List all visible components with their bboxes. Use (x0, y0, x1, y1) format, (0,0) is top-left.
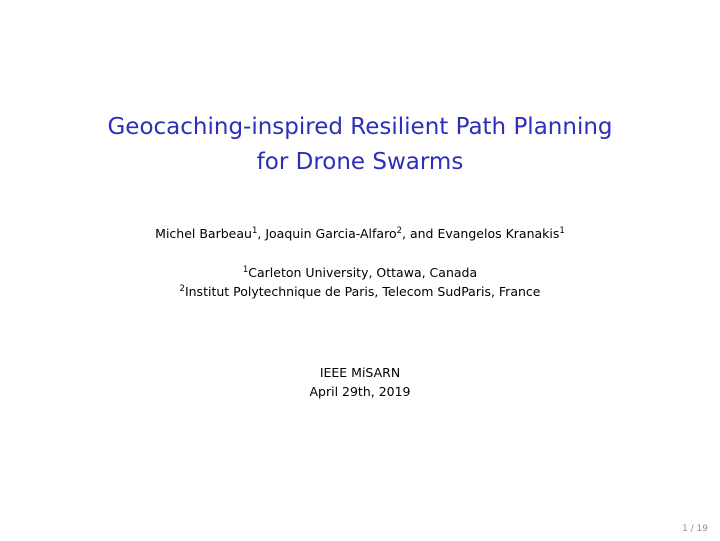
author-affiliation-mark: 1 (251, 226, 258, 236)
page-number: 1 / 19 (682, 524, 708, 534)
title-line-2: for Drone Swarms (256, 149, 464, 175)
title-line-1: Geocaching-inspired Resilient Path Planning (107, 114, 613, 140)
author-affiliation-mark: 1 (559, 226, 565, 236)
author-name: Evangelos Kranakis (437, 226, 560, 241)
author-name: Joaquin Garcia-Alfaro (265, 226, 397, 241)
affiliation-mark: 1 (242, 265, 249, 275)
affiliation-item (0, 263, 720, 282)
affiliation-text: Institut Polytechnique de Paris, Telecom SudParis, France (184, 284, 541, 299)
affiliation-list (0, 263, 720, 301)
event-date: April 29th, 2019 (309, 384, 411, 399)
author-separator: , (257, 226, 266, 241)
slide-title (0, 110, 720, 180)
affiliation-text: Carleton University, Ottawa, Canada (248, 265, 478, 280)
event-info (0, 363, 720, 401)
author-affiliation-mark: 2 (396, 226, 403, 236)
affiliation-mark: 2 (179, 284, 185, 294)
author-separator: , and (402, 226, 438, 241)
affiliation-item (0, 282, 720, 301)
event-name: IEEE MiSARN (319, 365, 401, 380)
author-name: Michel Barbeau (155, 226, 252, 241)
author-list (0, 225, 720, 243)
